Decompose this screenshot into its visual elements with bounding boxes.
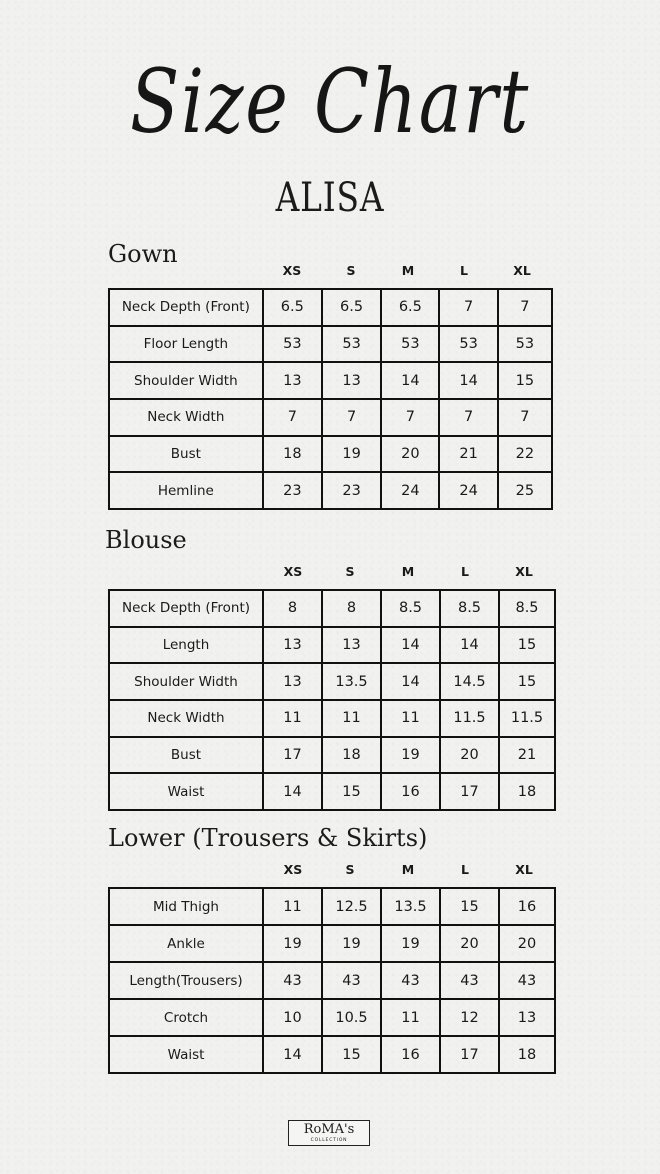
table-cell: 11.5 [499, 700, 555, 737]
table-cell: 15 [498, 362, 552, 399]
table-cell: 10 [263, 999, 322, 1036]
table-cell: 12.5 [322, 888, 381, 925]
table-cell: 11 [381, 999, 440, 1036]
table-cell: 15 [499, 663, 555, 700]
table-cell: 18 [263, 436, 322, 473]
table-cell: 43 [499, 962, 555, 999]
size-header: S [346, 263, 356, 278]
size-header: S [345, 564, 355, 579]
table-cell: 14 [381, 362, 439, 399]
table-row [109, 436, 552, 473]
table-cell: 53 [381, 326, 439, 363]
table-cell: 14 [381, 663, 440, 700]
blouse-table [108, 589, 556, 811]
table-cell: 15 [322, 1036, 381, 1073]
table-cell: 53 [322, 326, 381, 363]
table-cell: 8.5 [499, 590, 555, 627]
size-header: L [461, 862, 469, 877]
table-cell: 13 [263, 663, 322, 700]
row-label: Waist [109, 1036, 263, 1073]
lower-table [108, 887, 556, 1074]
row-label: Neck Width [109, 700, 263, 737]
size-header: XL [515, 862, 533, 877]
table-cell: 23 [322, 472, 381, 509]
table-row [109, 663, 555, 700]
table-cell: 13 [263, 362, 322, 399]
table-row [109, 700, 555, 737]
table-cell: 21 [499, 737, 555, 774]
brand-name: ALISA [275, 175, 385, 221]
table-row [109, 590, 555, 627]
size-header: L [460, 263, 468, 278]
table-cell: 13.5 [381, 888, 440, 925]
table-cell: 14 [263, 1036, 322, 1073]
table-cell: 53 [263, 326, 322, 363]
size-header: XS [283, 862, 303, 877]
table-row [109, 289, 552, 326]
table-row [109, 925, 555, 962]
table-cell: 14 [263, 773, 322, 810]
table-cell: 53 [439, 326, 497, 363]
size-header: M [401, 862, 415, 877]
table-cell: 11 [263, 888, 322, 925]
row-label: Neck Width [109, 399, 263, 436]
table-row [109, 399, 552, 436]
table-cell: 8.5 [381, 590, 440, 627]
table-cell: 16 [381, 1036, 440, 1073]
table-cell: 43 [440, 962, 499, 999]
table-cell: 19 [381, 925, 440, 962]
size-header: XS [282, 263, 302, 278]
table-cell: 22 [498, 436, 552, 473]
row-label: Crotch [109, 999, 263, 1036]
table-row [109, 999, 555, 1036]
table-cell: 7 [322, 399, 381, 436]
row-label: Waist [109, 773, 263, 810]
table-cell: 19 [322, 925, 381, 962]
table-cell: 8.5 [440, 590, 499, 627]
gown-section-title: Gown [108, 240, 178, 268]
row-label: Length [109, 627, 263, 664]
table-cell: 24 [381, 472, 439, 509]
table-cell: 19 [263, 925, 322, 962]
lower-size-headers [263, 862, 553, 882]
row-label: Floor Length [109, 326, 263, 363]
table-row [109, 362, 552, 399]
row-label: Neck Depth (Front) [109, 289, 263, 326]
table-cell: 43 [381, 962, 440, 999]
row-label: Neck Depth (Front) [109, 590, 263, 627]
size-header: M [401, 263, 415, 278]
gown-table [108, 288, 553, 510]
table-cell: 13 [499, 999, 555, 1036]
size-header: S [345, 862, 355, 877]
table-cell: 14 [440, 627, 499, 664]
table-cell: 43 [322, 962, 381, 999]
table-cell: 7 [439, 399, 497, 436]
table-cell: 13 [322, 362, 381, 399]
table-row [109, 1036, 555, 1073]
table-cell: 20 [440, 737, 499, 774]
table-cell: 8 [263, 590, 322, 627]
brand-logo [288, 1120, 370, 1146]
table-cell: 10.5 [322, 999, 381, 1036]
title-text: Size Chart [130, 50, 530, 153]
table-cell: 18 [499, 1036, 555, 1073]
row-label: Hemline [109, 472, 263, 509]
logo-name: RoMA's [303, 1122, 355, 1137]
table-cell: 7 [498, 399, 552, 436]
table-cell: 14.5 [440, 663, 499, 700]
table-cell: 25 [498, 472, 552, 509]
table-cell: 17 [440, 773, 499, 810]
table-cell: 7 [263, 399, 322, 436]
row-label: Bust [109, 737, 263, 774]
table-row [109, 627, 555, 664]
table-cell: 14 [381, 627, 440, 664]
table-cell: 15 [440, 888, 499, 925]
table-cell: 13 [322, 627, 381, 664]
blouse-size-headers [263, 564, 553, 584]
row-label: Mid Thigh [109, 888, 263, 925]
table-cell: 20 [499, 925, 555, 962]
table-cell: 6.5 [263, 289, 322, 326]
size-header: M [401, 564, 415, 579]
table-row [109, 472, 552, 509]
table-cell: 43 [263, 962, 322, 999]
table-cell: 24 [439, 472, 497, 509]
row-label: Shoulder Width [109, 663, 263, 700]
table-cell: 8 [322, 590, 381, 627]
row-label: Bust [109, 436, 263, 473]
row-label: Shoulder Width [109, 362, 263, 399]
size-header: XL [513, 263, 531, 278]
table-row [109, 962, 555, 999]
table-cell: 7 [381, 399, 439, 436]
table-cell: 13.5 [322, 663, 381, 700]
lower-section-title: Lower (Trousers & Skirts) [108, 824, 428, 852]
table-cell: 11 [381, 700, 440, 737]
row-label: Length(Trousers) [109, 962, 263, 999]
logo-subtitle: COLLECTION [310, 1138, 348, 1143]
table-row [109, 773, 555, 810]
table-cell: 15 [322, 773, 381, 810]
table-row [109, 888, 555, 925]
size-header: L [461, 564, 469, 579]
table-cell: 53 [498, 326, 552, 363]
table-cell: 16 [381, 773, 440, 810]
table-cell: 19 [322, 436, 381, 473]
table-cell: 7 [498, 289, 552, 326]
table-cell: 16 [499, 888, 555, 925]
table-row [109, 326, 552, 363]
blouse-section-title: Blouse [105, 526, 187, 554]
table-cell: 11 [263, 700, 322, 737]
table-cell: 6.5 [381, 289, 439, 326]
table-cell: 11 [322, 700, 381, 737]
gown-size-headers [262, 263, 552, 283]
table-row [109, 737, 555, 774]
size-header: XL [515, 564, 533, 579]
table-cell: 18 [322, 737, 381, 774]
table-cell: 11.5 [440, 700, 499, 737]
table-cell: 6.5 [322, 289, 381, 326]
table-cell: 17 [263, 737, 322, 774]
row-label: Ankle [109, 925, 263, 962]
table-cell: 14 [439, 362, 497, 399]
table-cell: 17 [440, 1036, 499, 1073]
page-title [0, 40, 660, 170]
table-cell: 18 [499, 773, 555, 810]
table-cell: 13 [263, 627, 322, 664]
table-cell: 19 [381, 737, 440, 774]
size-header: XS [283, 564, 303, 579]
table-cell: 15 [499, 627, 555, 664]
table-cell: 21 [439, 436, 497, 473]
table-cell: 23 [263, 472, 322, 509]
table-cell: 7 [439, 289, 497, 326]
table-cell: 20 [381, 436, 439, 473]
table-cell: 20 [440, 925, 499, 962]
table-cell: 12 [440, 999, 499, 1036]
